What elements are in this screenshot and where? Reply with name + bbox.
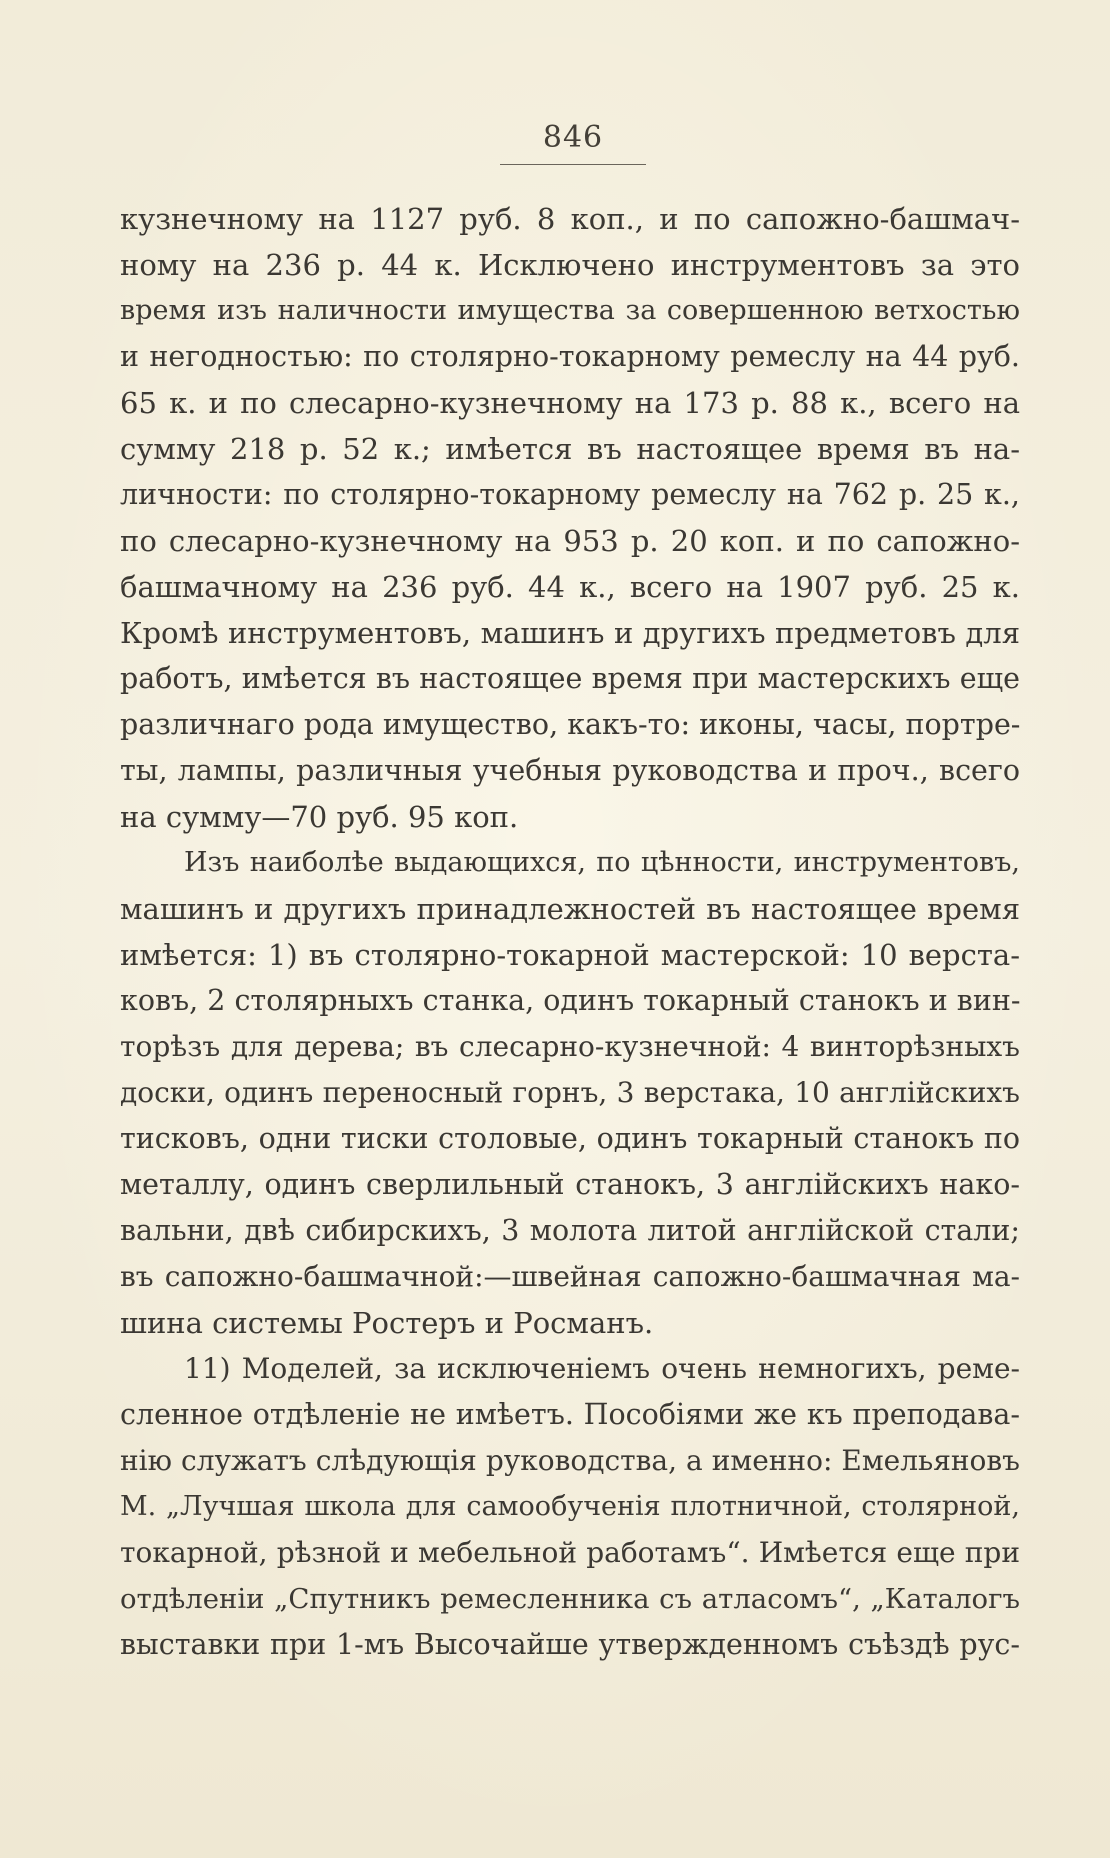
text-line: токарной, рѣзной и мебельной работамъ“. Имѣется еще при	[120, 1536, 1020, 1569]
text-line: работъ, имѣется въ настоящее время при мастерскихъ еще	[120, 662, 1020, 695]
text-line: Изъ наиболѣе выдающихся, по цѣнности, инструментовъ,	[184, 847, 1020, 878]
text-line: торѣзъ для дерева; въ слесарно-кузнечной: 4 винторѣзныхъ	[120, 1030, 1020, 1063]
text-line: 11) Моделей, за исключеніемъ очень немногихъ, реме-	[184, 1352, 1020, 1385]
text-line: на сумму—70 руб. 95 коп.	[120, 800, 519, 834]
text-line: и негодностью: по столярно-токарному ремеслу на 44 руб.	[120, 340, 1020, 373]
text-line: ковъ, 2 столярныхъ станка, одинъ токарный станокъ и вин-	[120, 984, 1021, 1017]
text-line: металлу, одинъ сверлильный станокъ, 3 англійскихъ нако-	[120, 1168, 1020, 1201]
text-line: нію служатъ слѣдующія руководства, а именно: Емельяновъ	[120, 1444, 1020, 1477]
text-line: шина системы Ростеръ и Росманъ.	[120, 1306, 654, 1340]
text-line: сленное отдѣленіе не имѣетъ. Пособіями же къ преподава-	[120, 1398, 1020, 1431]
text-line: имѣется: 1) въ столярно-токарной мастерской: 10 верста-	[120, 938, 1020, 972]
page-number-rule	[500, 164, 646, 165]
text-line: ному на 236 р. 44 к. Исключено инструментовъ за это	[120, 248, 1020, 282]
text-line: время изъ наличности имущества за совершенною ветхостью	[120, 295, 1020, 326]
text-line: М. „Лучшая школа для самообученія плотничной, столярной,	[120, 1491, 1020, 1522]
text-line: ты, лампы, различныя учебныя руководства и проч., всего	[120, 754, 1020, 787]
text-line: личности: по столярно-токарному ремеслу на 762 р. 25 к.,	[120, 478, 1020, 511]
page-number: 846	[542, 120, 604, 155]
text-line: 65 к. и по слесарно-кузнечному на 173 р. 88 к., всего на	[120, 386, 1020, 420]
text-line: башмачному на 236 руб. 44 к., всего на 1907 руб. 25 к.	[120, 570, 1020, 604]
body-text	[120, 196, 1020, 1668]
text-line: кузнечному на 1127 руб. 8 коп., и по сапожно-башмач-	[120, 202, 1020, 236]
text-line: сумму 218 р. 52 к.; имѣется въ настоящее время въ на-	[120, 432, 1020, 466]
text-line: выставки при 1-мъ Высочайше утвержденномъ съѣздѣ рус-	[120, 1628, 1020, 1661]
text-line: по слесарно-кузнечному на 953 р. 20 коп. и по сапожно-	[120, 524, 1020, 558]
text-line: въ сапожно-башмачной:—швейная сапожно-башмачная ма-	[120, 1260, 1020, 1293]
text-line: доски, одинъ переносный горнъ, 3 верстака, 10 англійскихъ	[120, 1076, 1020, 1109]
text-line: Кромѣ инструментовъ, машинъ и другихъ предметовъ для	[120, 616, 1020, 650]
text-line: вальни, двѣ сибирскихъ, 3 молота литой англійской стали;	[120, 1214, 1020, 1247]
text-line: отдѣленіи „Спутникъ ремесленника съ атласомъ“, „Каталогъ	[120, 1583, 1020, 1615]
text-line: машинъ и другихъ принадлежностей въ настоящее время	[120, 892, 1020, 926]
text-line: различнаго рода имущество, какъ-то: иконы, часы, портре-	[120, 708, 1021, 741]
text-line: тисковъ, одни тиски столовые, одинъ токарный станокъ по	[120, 1122, 1020, 1155]
